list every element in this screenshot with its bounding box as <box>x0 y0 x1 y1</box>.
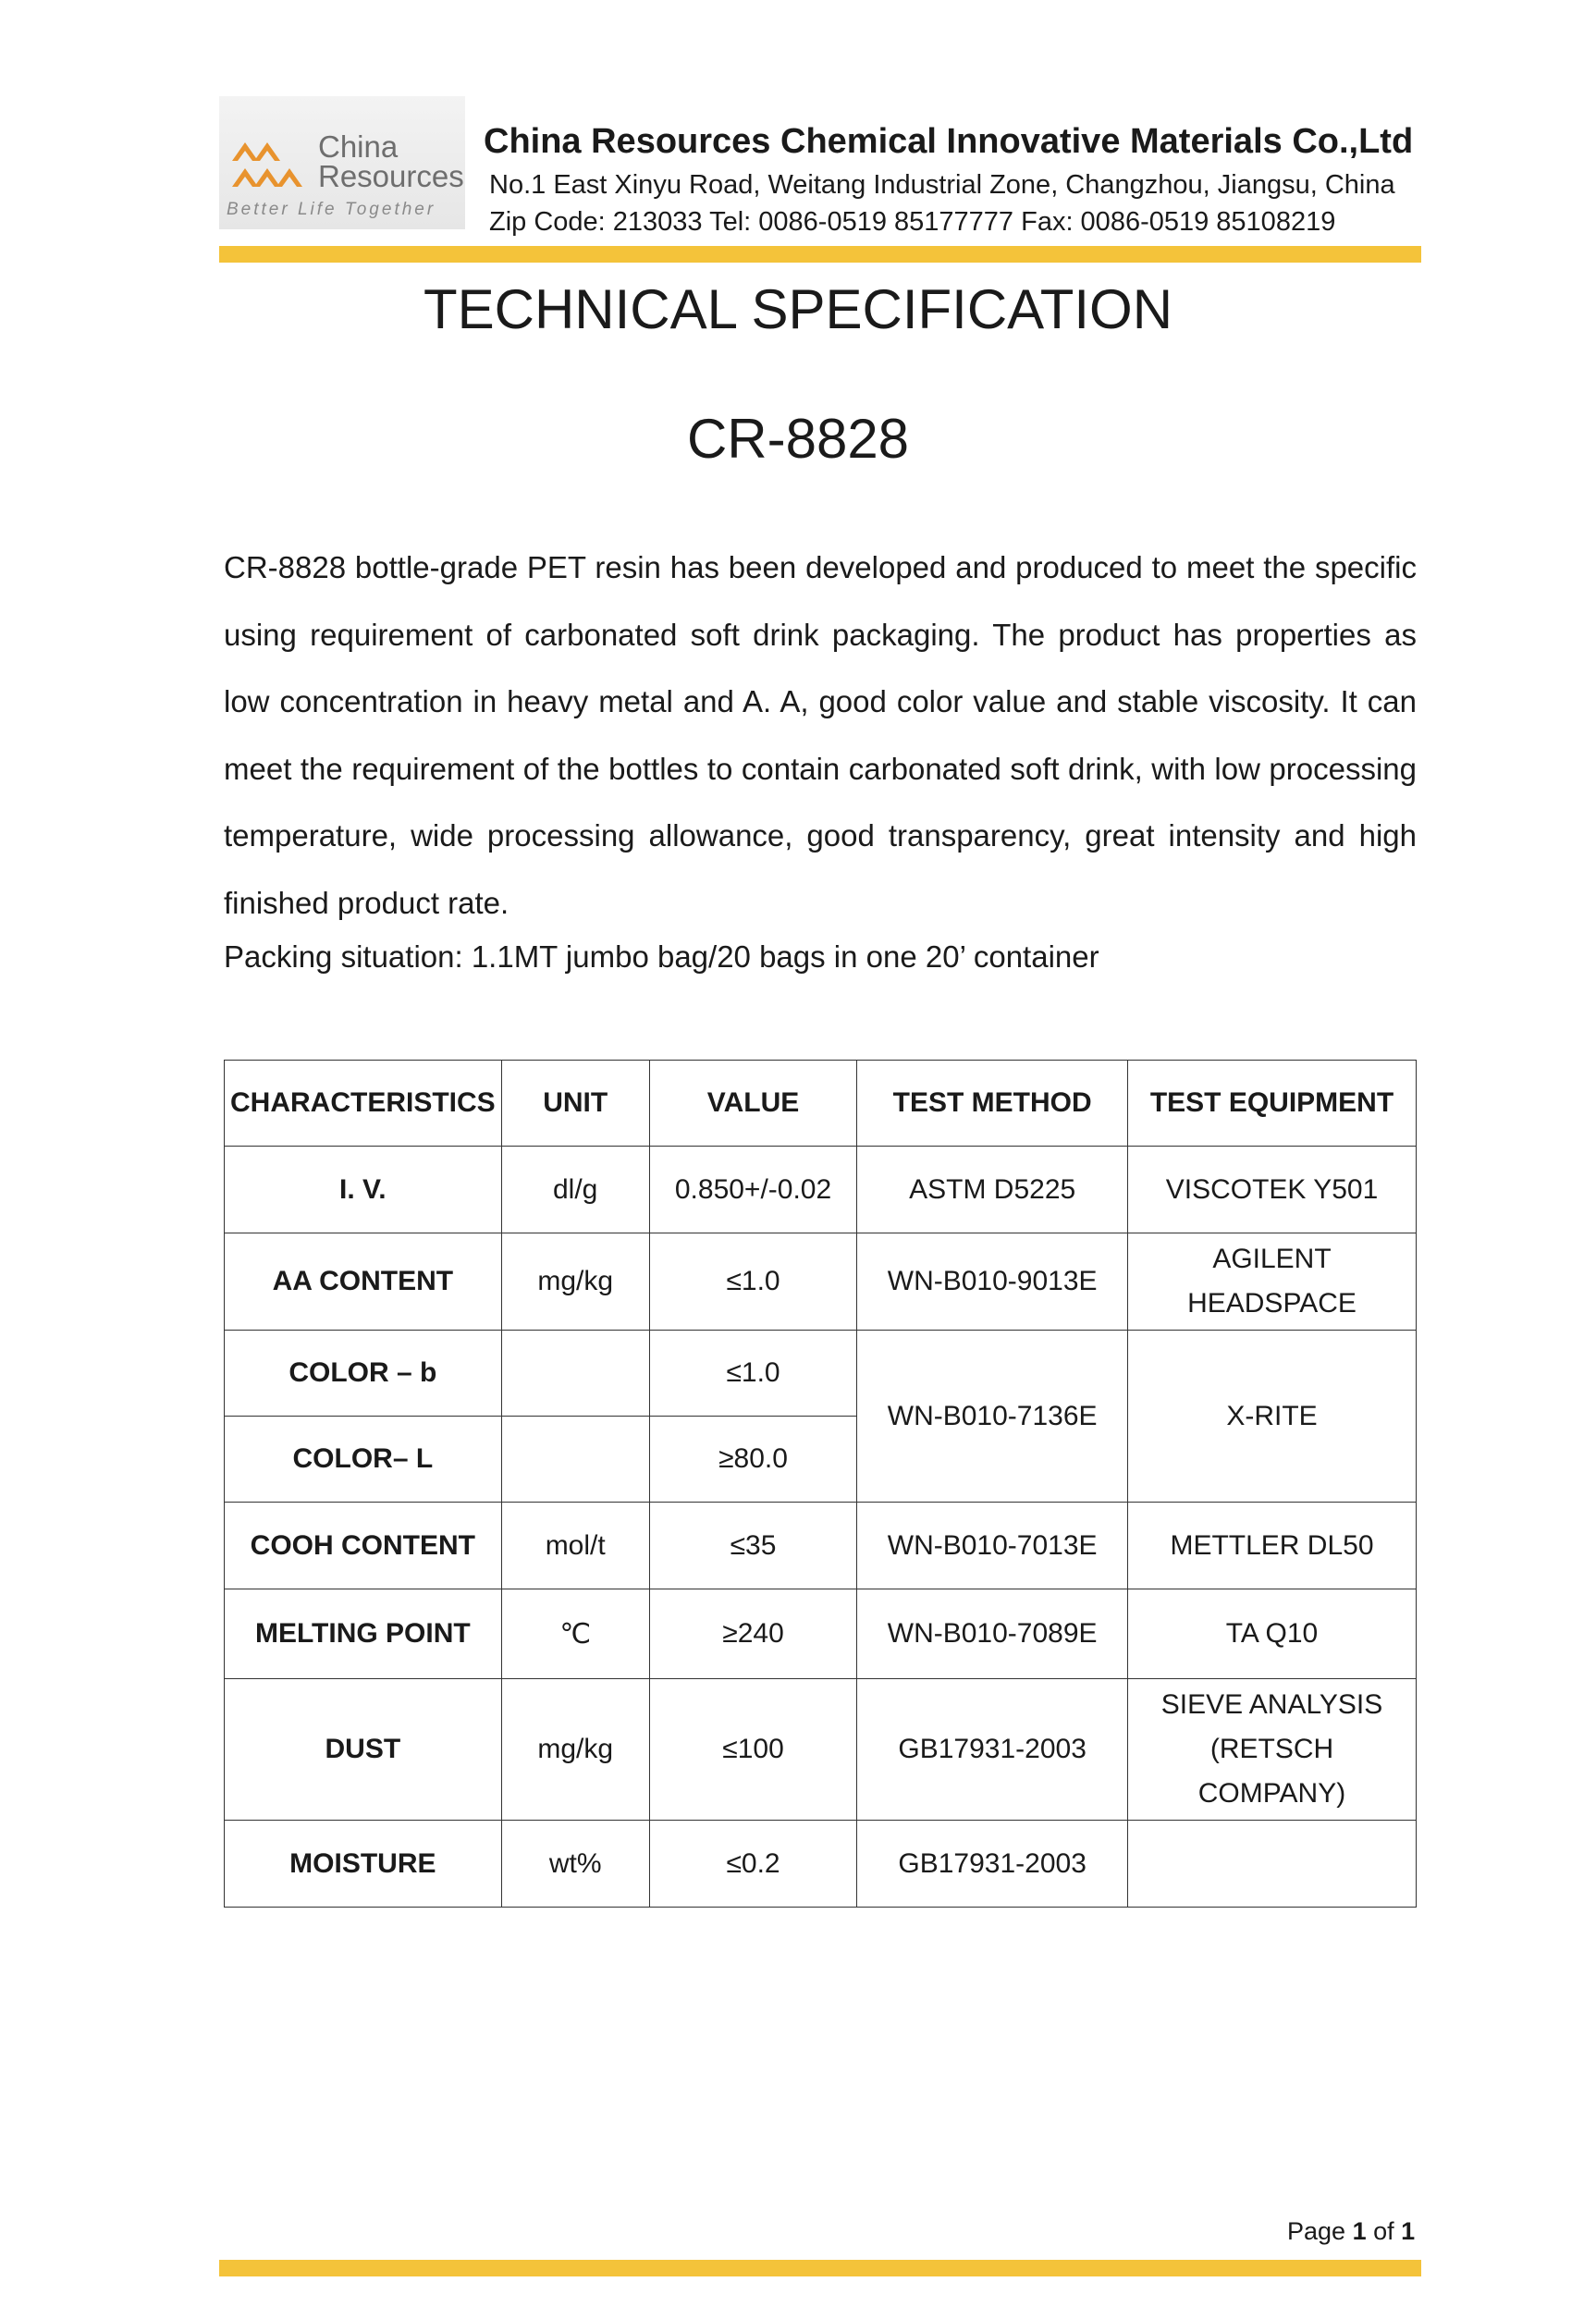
company-name: China Resources Chemical Innovative Materials Co.,Ltd <box>484 122 1414 161</box>
unit-cell: mg/kg <box>501 1233 649 1331</box>
unit-cell: wt% <box>501 1821 649 1908</box>
method-cell: GB17931-2003 <box>857 1821 1128 1908</box>
value-cell: 0.850+/-0.02 <box>649 1147 857 1233</box>
equipment-cell <box>1128 1233 1417 1331</box>
method-cell: WN-B010-9013E <box>857 1233 1128 1331</box>
value-cell: ≤1.0 <box>649 1233 857 1331</box>
product-code: CR-8828 <box>686 408 910 470</box>
unit-cell: mg/kg <box>501 1679 649 1821</box>
table-row <box>225 1589 1417 1679</box>
table-row <box>225 1147 1417 1233</box>
product-description: CR-8828 bottle-grade PET resin has been developed and produced to meet the specific using requirement of carbonated soft drink packaging. The product has properties as low concentration in heavy metal and A. A, good color value and stable viscosity. It can meet the requirement of the bottles to contain carbonated soft drink, with low processing temperature, wide processing allowance, good transparency, great intensity and high finished product rate. <box>224 550 1417 920</box>
table-row <box>225 1233 1417 1331</box>
table-row <box>225 1679 1417 1821</box>
packing-info: Packing situation: 1.1MT jumbo bag/20 bags in one 20’ container <box>224 939 1099 974</box>
equipment-line: SIEVE ANALYSIS <box>1160 1689 1383 1720</box>
unit-cell <box>501 1417 649 1503</box>
equipment-cell <box>1128 1679 1417 1821</box>
method-cell: WN-B010-7089E <box>857 1589 1128 1679</box>
unit-cell <box>501 1331 649 1417</box>
header-value: VALUE <box>649 1061 857 1147</box>
equipment-cell: VISCOTEK Y501 <box>1128 1147 1417 1233</box>
unit-cell: dl/g <box>501 1147 649 1233</box>
method-cell: GB17931-2003 <box>857 1679 1128 1821</box>
page-of: of <box>1373 2217 1394 2245</box>
logo-word-resources: Resources <box>318 159 464 193</box>
company-address: No.1 East Xinyu Road, Weitang Industrial Zone, Changzhou, Jiangsu, China <box>489 170 1395 200</box>
characteristic-cell: MOISTURE <box>225 1821 502 1908</box>
logo-word-china: China <box>318 129 399 164</box>
method-cell: WN-B010-7136E <box>857 1331 1128 1503</box>
characteristic-cell: AA CONTENT <box>225 1233 502 1331</box>
equipment-line: AGILENT <box>1212 1244 1332 1274</box>
spec-table <box>224 1060 1417 1908</box>
equipment-cell: TA Q10 <box>1128 1589 1417 1679</box>
header-unit: UNIT <box>501 1061 649 1147</box>
page-label: Page <box>1287 2217 1346 2245</box>
equipment-line: (RETSCH COMPANY) <box>1197 1734 1346 1809</box>
header-test-equipment: TEST EQUIPMENT <box>1128 1061 1417 1147</box>
header-characteristics: CHARACTERISTICS <box>225 1061 502 1147</box>
table-row <box>225 1821 1417 1908</box>
characteristic-cell: I. V. <box>225 1147 502 1233</box>
page-current: 1 <box>1352 2217 1367 2245</box>
value-cell: ≤1.0 <box>649 1331 857 1417</box>
value-cell: ≤35 <box>649 1503 857 1589</box>
characteristic-cell: MELTING POINT <box>225 1589 502 1679</box>
equipment-cell: X-RITE <box>1128 1331 1417 1503</box>
unit-cell: ℃ <box>501 1589 649 1679</box>
logo-mountain-icon <box>232 133 317 189</box>
characteristic-cell: COLOR – b <box>225 1331 502 1417</box>
footer-divider <box>219 2260 1421 2276</box>
table-row <box>225 1331 1417 1417</box>
characteristic-cell: COLOR– L <box>225 1417 502 1503</box>
table-header-row <box>225 1061 1417 1147</box>
letterhead <box>219 96 1421 263</box>
equipment-cell: METTLER DL50 <box>1128 1503 1417 1589</box>
value-cell: ≤0.2 <box>649 1821 857 1908</box>
header-test-method: TEST METHOD <box>857 1061 1128 1147</box>
company-contact: Zip Code: 213033 Tel: 0086-0519 85177777 Fax: 0086-0519 85108219 <box>489 207 1336 237</box>
page-number <box>1287 2217 1415 2246</box>
equipment-cell <box>1128 1821 1417 1908</box>
page-total: 1 <box>1401 2217 1416 2245</box>
characteristic-cell: COOH CONTENT <box>225 1503 502 1589</box>
unit-cell: mol/t <box>501 1503 649 1589</box>
header-divider <box>219 246 1421 263</box>
equipment-line: HEADSPACE <box>1187 1288 1357 1319</box>
characteristic-cell: DUST <box>225 1679 502 1821</box>
value-cell: ≥80.0 <box>649 1417 857 1503</box>
logo-tagline: Better Life Together <box>227 200 436 219</box>
document-title: TECHNICAL SPECIFICATION <box>423 278 1173 340</box>
method-cell: ASTM D5225 <box>857 1147 1128 1233</box>
table-row <box>225 1503 1417 1589</box>
value-cell: ≤100 <box>649 1679 857 1821</box>
company-logo <box>219 96 465 229</box>
value-cell: ≥240 <box>649 1589 857 1679</box>
method-cell: WN-B010-7013E <box>857 1503 1128 1589</box>
